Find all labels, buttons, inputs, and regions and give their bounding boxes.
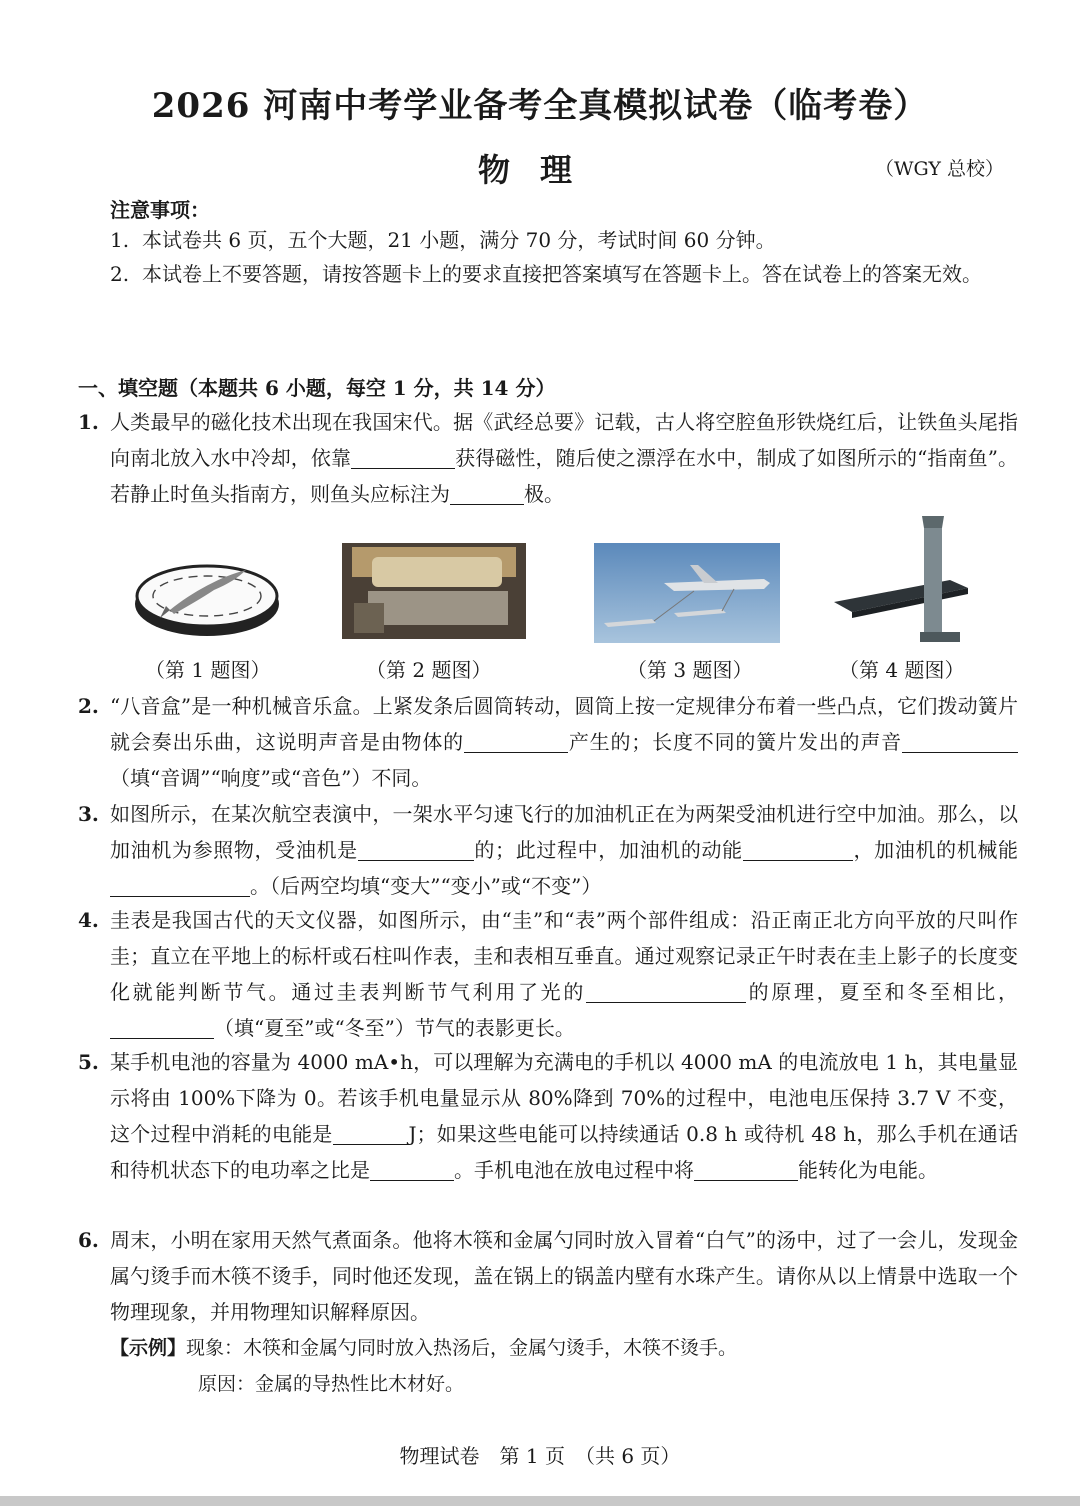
question-number: 3. xyxy=(78,802,99,826)
question-text: “八音盒”是一种机械音乐盒。上紧发条后圆筒转动，圆筒上按一定规律分布着一些凸点，它们拨动簧片就会奏出乐曲，这说明声音是由物体的 产生的；长度不同的簧片发出的声音（填“音调”“响度”或“音色”）不同。 xyxy=(110,694,1018,790)
question-3 xyxy=(78,796,1018,904)
subject-title: 物理 xyxy=(477,151,602,189)
example-phenomenon-line xyxy=(110,1330,737,1366)
question-1 xyxy=(78,404,1018,512)
section-heading: 一、填空题（本题共 6 小题，每空 1 分，共 14 分） xyxy=(78,376,556,400)
notice-heading: 注意事项： xyxy=(110,198,210,222)
figure-3-caption: （第 3 题图） xyxy=(627,658,753,682)
example-tag: 【示例】 xyxy=(110,1337,187,1359)
exam-title: 2026 河南中考学业备考全真模拟试卷（临考卷） xyxy=(151,86,929,126)
question-text: 人类最早的磁化技术出现在我国宋代。据《武经总要》记载，古人将空腔鱼形铁烧红后，让铁鱼头尾指向南北放入水中冷却，依靠 获得磁性，随后使之漂浮在水中，制成了如图所示的“指南鱼”。若静止时鱼头指南方，则鱼头应标注为 极。 xyxy=(110,410,1019,506)
notice-number: 1. xyxy=(110,228,130,252)
notice-text: 本试卷共 6 页，五个大题，21 小题，满分 70 分，考试时间 60 分钟。 xyxy=(142,228,776,252)
question-text: 周末，小明在家用天然气煮面条。他将木筷和金属勺同时放入冒着“白气”的汤中，过了一会儿，发现金属勺烫手而木筷不烫手，同时他还发现，盖在锅上的锅盖内壁有水珠产生。请你从以上情景中选取一个物理现象，并用物理知识解释原因。 xyxy=(110,1228,1018,1324)
question-number: 6. xyxy=(78,1228,99,1252)
page-footer: 物理试卷 第 1 页 （共 6 页） xyxy=(399,1444,681,1468)
notice-item-1 xyxy=(110,222,1020,258)
question-6 xyxy=(78,1222,1018,1330)
gnomon-figure xyxy=(832,514,982,650)
question-text: 某手机电池的容量为 4000 mA•h，可以理解为充满电的手机以 4000 mA 的电流放电 1 h，其电量显示将由 100%下降为 0。若该手机电量显示从 80%降到 70%的过程中，电池电压保持 3.7 V 不变，这个过程中消耗的电能是 J；如果这些电能可以持续通话 0.8 h 或待机 48 h，那么手机在通话和待机状态下的电功率之比是 。手机电池在放电过程中将 能转化为电能。 xyxy=(110,1050,1019,1182)
compass-fish-figure xyxy=(132,548,282,644)
music-box-figure xyxy=(342,543,526,639)
question-number: 2. xyxy=(78,694,99,718)
answer-blank xyxy=(370,1156,454,1181)
answer-blank xyxy=(358,836,474,861)
answer-blank xyxy=(110,872,250,897)
notice-number: 2. xyxy=(110,262,130,286)
example-reason: 原因：金属的导热性比木材好。 xyxy=(198,1373,465,1395)
question-5 xyxy=(78,1044,1018,1188)
question-text: 如图所示，在某次航空表演中，一架水平匀速飞行的加油机正在为两架受油机进行空中加油。那么，以加油机为参照物，受油机是 的；此过程中，加油机的动能 ，加油机的机械能。（后两空均填“变大”“变小”或“不变”） xyxy=(110,802,1019,898)
answer-blank xyxy=(333,1120,409,1145)
question-4 xyxy=(78,902,1018,1046)
answer-blank xyxy=(110,1014,214,1039)
figure-1-caption: （第 1 题图） xyxy=(145,658,271,682)
answer-blank xyxy=(464,728,568,753)
notice-item-2 xyxy=(110,256,1020,292)
figure-2-caption: （第 2 题图） xyxy=(366,658,492,682)
answer-blank xyxy=(902,728,1018,753)
question-number: 5. xyxy=(78,1050,99,1074)
example-phenomenon: 现象：木筷和金属勺同时放入热汤后，金属勺烫手，木筷不烫手。 xyxy=(186,1337,738,1359)
notice-text: 本试卷上不要答题，请按答题卡上的要求直接把答案填写在答题卡上。答在试卷上的答案无效。 xyxy=(142,262,982,286)
question-2 xyxy=(78,688,1018,796)
school-label: （WGY 总校） xyxy=(875,158,1004,180)
scan-bottom-edge xyxy=(0,1496,1080,1506)
answer-blank xyxy=(450,480,524,505)
answer-blank xyxy=(586,978,746,1003)
figure-4-caption: （第 4 题图） xyxy=(839,658,965,682)
aerial-refueling-figure xyxy=(594,543,780,643)
question-number: 4. xyxy=(78,908,99,932)
question-number: 1. xyxy=(78,410,99,434)
answer-blank xyxy=(351,444,455,469)
answer-blank xyxy=(694,1156,798,1181)
question-text: 圭表是我国古代的天文仪器，如图所示，由“圭”和“表”两个部件组成：沿正南正北方向平放的尺叫作圭；直立在平地上的标杆或石柱叫作表，圭和表相互垂直。通过观察记录正午时表在圭上影子的长度变化就能判断节气。通过圭表判断节气利用了光的 的原理，夏至和冬至相比，（填“夏至”或“冬至”）节气的表影更长。 xyxy=(110,908,1019,1040)
answer-blank xyxy=(743,836,853,861)
